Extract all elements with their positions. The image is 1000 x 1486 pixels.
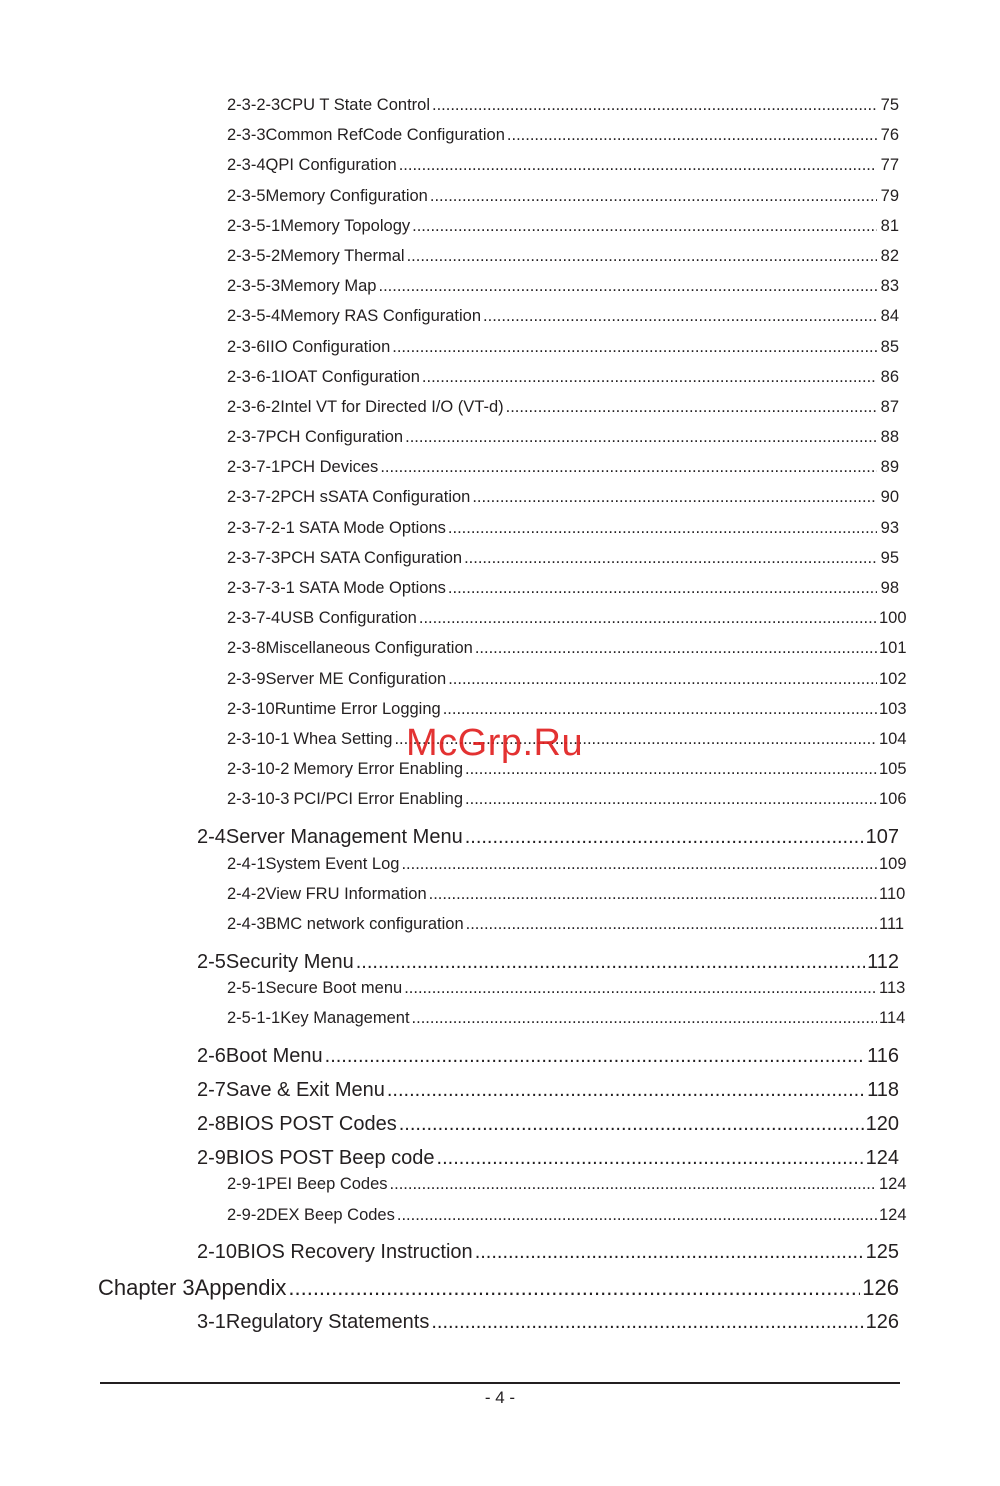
toc-entry-title: SATA Mode Options: [298, 579, 446, 597]
toc-entry-number: 2-8: [197, 1112, 226, 1135]
dot-leader: [443, 700, 877, 719]
toc-entry-title: Miscellaneous Configuration: [265, 639, 473, 658]
dot-leader: [448, 670, 877, 689]
toc-entry-number: 3-1: [197, 1311, 226, 1334]
toc-entry-page: 126: [865, 1311, 899, 1334]
toc-entry-number: 2-4-1: [227, 854, 266, 873]
toc-entry-number: 2-3-7-2: [227, 488, 281, 507]
toc-entry-number: 2-3-6: [227, 337, 266, 356]
toc-entry-title: Runtime Error Logging: [274, 699, 441, 718]
toc-entry-page: 90: [880, 488, 899, 507]
dot-leader: [483, 307, 877, 326]
toc-entry-title: Memory Error Enabling: [293, 760, 464, 779]
toc-entry-title: SATA Mode Options: [298, 518, 446, 537]
toc-entry-title: PCH Configuration: [265, 428, 404, 447]
toc-entry-number: 2-3-6-1: [227, 367, 281, 386]
dot-leader: [448, 579, 877, 598]
dot-leader: [399, 1113, 864, 1136]
dot-leader: [430, 187, 877, 206]
toc-entry[interactable]: [0, 979, 906, 1009]
toc-entry-number: 2-3-10-1: [227, 729, 290, 748]
toc-entry-number: 2-9: [197, 1146, 226, 1169]
toc-entry-number: 2-3-3: [227, 126, 266, 145]
dot-leader: [466, 915, 877, 934]
toc-entry[interactable]: [0, 247, 899, 277]
toc-entry-title: Appendix: [194, 1274, 287, 1300]
toc-entry[interactable]: [0, 1009, 906, 1039]
toc-entry-page: 110: [879, 884, 906, 903]
toc-entry-number: 2-3-7-1: [227, 458, 281, 477]
toc-entry-title: QPI Configuration: [265, 156, 397, 175]
toc-entry-page: 83: [880, 277, 899, 296]
toc-entry[interactable]: [0, 790, 907, 820]
dot-leader: [472, 488, 877, 507]
table-of-contents: [0, 96, 1000, 1340]
toc-entry[interactable]: [0, 519, 899, 549]
dot-leader: [429, 885, 877, 904]
toc-entry-title: PCH Devices: [280, 458, 379, 477]
toc-entry[interactable]: [0, 549, 899, 579]
toc-entry-page: 95: [880, 548, 899, 567]
toc-entry-number: 2-5: [197, 950, 226, 973]
toc-entry-number: 2-3-9: [227, 669, 266, 688]
toc-entry-title: Security Menu: [225, 950, 354, 973]
toc-entry-page: 105: [879, 760, 907, 779]
toc-entry-number: 2-3-5-4: [227, 307, 281, 326]
toc-entry-title: Save & Exit Menu: [225, 1078, 385, 1101]
dot-leader: [507, 126, 877, 145]
toc-entry-title: Whea Setting: [293, 729, 393, 748]
toc-entry-number: 2-5-1: [227, 979, 266, 998]
toc-entry-title: CPU T State Control: [280, 96, 430, 114]
toc-entry-title: BMC network configuration: [265, 914, 464, 933]
toc-entry[interactable]: [0, 126, 899, 156]
toc-entry-number: 2-3-8: [227, 639, 266, 658]
watermark-logo: McGrp.Ru: [406, 722, 584, 764]
toc-entry[interactable]: [0, 1175, 907, 1205]
toc-entry-number: 2-6: [197, 1044, 226, 1067]
toc-entry-number: 2-3-10-3: [227, 790, 290, 809]
toc-entry-number: 2-3-5-3: [227, 277, 281, 296]
toc-entry-title: BIOS POST Beep code: [225, 1146, 435, 1169]
toc-entry-number: 2-9-2: [227, 1205, 266, 1224]
toc-entry-title: View FRU Information: [265, 884, 427, 903]
toc-entry-number: 2-3-10: [227, 699, 275, 718]
toc-entry-page: 107: [865, 826, 899, 848]
toc-entry[interactable]: [0, 884, 906, 915]
dot-leader: [419, 609, 877, 628]
toc-entry[interactable]: [0, 1205, 907, 1236]
toc-entry-page: 98: [880, 579, 899, 597]
dot-leader: [325, 1045, 865, 1068]
toc-entry-page: 75: [880, 96, 899, 114]
toc-entry-number: 2-3-7: [227, 428, 266, 447]
toc-entry-page: 102: [879, 669, 907, 688]
dot-leader: [412, 217, 877, 236]
toc-entry-page: 89: [880, 458, 899, 477]
toc-entry-number: 2-9-1: [227, 1175, 266, 1194]
toc-entry[interactable]: [0, 1073, 899, 1107]
toc-entry-page: 101: [879, 639, 907, 658]
toc-entry[interactable]: [0, 1107, 899, 1141]
toc-entry-title: DEX Beep Codes: [265, 1205, 395, 1224]
dot-leader: [356, 951, 865, 974]
toc-entry[interactable]: [0, 821, 899, 855]
toc-entry-page: 85: [880, 337, 899, 356]
toc-entry[interactable]: [0, 1141, 899, 1175]
toc-entry-page: 106: [879, 790, 907, 809]
toc-entry-number: 2-3-2-3: [227, 96, 281, 114]
toc-entry-title: PEI Beep Codes: [265, 1175, 388, 1194]
toc-entry[interactable]: [0, 156, 899, 186]
dot-leader: [378, 277, 877, 296]
dot-leader: [475, 1241, 864, 1264]
toc-entry-number: 2-4: [197, 826, 226, 848]
toc-entry-number: 2-3-7-3: [227, 548, 281, 567]
dot-leader: [465, 790, 877, 809]
toc-entry-title: Memory Thermal: [280, 246, 405, 265]
toc-entry[interactable]: [0, 488, 899, 518]
toc-entry-page: 125: [865, 1241, 899, 1264]
toc-entry-page: 100: [879, 609, 907, 628]
toc-entry-number: 2-3-5: [227, 186, 266, 205]
toc-entry[interactable]: [0, 914, 905, 945]
toc-entry-number: 2-3-7-4: [227, 609, 281, 628]
toc-entry[interactable]: [0, 458, 899, 488]
toc-entry-number: 2-3-5-2: [227, 246, 281, 265]
toc-entry-number: 2-7: [197, 1078, 226, 1101]
toc-entry[interactable]: [0, 338, 899, 368]
toc-entry-page: 84: [880, 307, 899, 326]
toc-entry-page: 82: [880, 246, 899, 265]
dot-leader: [399, 156, 877, 175]
dot-leader: [475, 639, 877, 658]
dot-leader: [422, 368, 877, 387]
toc-entry-number: 2-3-6-2: [227, 397, 281, 416]
dot-leader: [412, 1009, 877, 1028]
toc-entry-number: 2-3-7-2-1: [227, 518, 295, 537]
toc-entry-title: Key Management: [280, 1009, 410, 1028]
toc-entry-page: 112: [867, 950, 899, 973]
toc-entry-title: Memory Configuration: [265, 186, 428, 205]
toc-entry-title: System Event Log: [265, 854, 400, 873]
toc-entry[interactable]: [0, 398, 899, 428]
toc-entry-page: 81: [880, 216, 899, 235]
toc-entry-page: 109: [879, 854, 907, 873]
dot-leader: [405, 428, 877, 447]
page-number: - 4 -: [484, 1388, 516, 1407]
dot-leader: [392, 338, 877, 357]
dot-leader: [288, 1275, 860, 1301]
toc-entry[interactable]: [0, 854, 907, 885]
dot-leader: [464, 549, 877, 568]
toc-entry-page: 77: [880, 156, 899, 175]
toc-entry-page: 120: [865, 1112, 899, 1135]
toc-entry-title: Intel VT for Directed I/O (VT-d): [280, 397, 504, 416]
toc-entry-title: Common RefCode Configuration: [265, 126, 505, 145]
dot-leader: [448, 519, 877, 538]
toc-entry-title: PCH SATA Configuration: [280, 548, 463, 567]
dot-leader: [387, 1079, 865, 1102]
toc-entry-title: PCH sSATA Configuration: [280, 488, 471, 507]
toc-entry[interactable]: [0, 639, 907, 669]
toc-entry-title: Secure Boot menu: [265, 979, 403, 998]
toc-entry-page: 114: [879, 1009, 906, 1028]
toc-entry-page: 116: [867, 1044, 899, 1067]
toc-entry-number: 2-3-10-2: [227, 760, 290, 779]
dot-leader: [431, 1311, 863, 1334]
toc-entry-page: 103: [879, 699, 907, 718]
toc-entry-number: Chapter 3: [98, 1274, 195, 1300]
toc-entry-title: Server ME Configuration: [265, 669, 447, 688]
toc-entry-title: Regulatory Statements: [225, 1311, 430, 1334]
toc-entry-page: 87: [880, 397, 899, 416]
toc-entry[interactable]: [0, 579, 899, 609]
toc-entry-page: 111: [879, 914, 905, 933]
dot-leader: [404, 979, 877, 998]
toc-entry-number: 2-3-5-1: [227, 216, 281, 235]
toc-entry[interactable]: [0, 217, 899, 247]
toc-entry[interactable]: [0, 96, 899, 126]
toc-entry[interactable]: [0, 945, 899, 979]
toc-entry-page: 113: [879, 979, 906, 998]
toc-entry-title: Memory Map: [280, 277, 377, 296]
toc-entry-page: 76: [880, 126, 899, 145]
toc-entry-title: BIOS POST Codes: [225, 1112, 397, 1135]
dot-leader: [506, 398, 877, 417]
toc-entry[interactable]: [0, 1270, 899, 1306]
toc-entry-title: Memory Topology: [280, 216, 411, 235]
toc-entry[interactable]: [0, 428, 899, 458]
toc-entry-page: 104: [879, 729, 907, 748]
dot-leader: [401, 855, 877, 874]
toc-entry-number: 2-3-7-3-1: [227, 579, 295, 597]
toc-entry-number: 2-5-1-1: [227, 1009, 281, 1028]
toc-entry-title: Boot Menu: [225, 1044, 323, 1067]
dot-leader: [432, 96, 877, 115]
toc-entry-page: 124: [865, 1146, 899, 1169]
dot-leader: [390, 1175, 877, 1194]
toc-entry[interactable]: [0, 368, 899, 398]
toc-entry-title: USB Configuration: [280, 609, 417, 628]
toc-entry[interactable]: [0, 187, 899, 217]
toc-entry-page: 86: [880, 367, 899, 386]
toc-entry-title: Server Management Menu: [225, 826, 463, 848]
toc-entry-page: 126: [862, 1274, 899, 1300]
dot-leader: [380, 458, 877, 477]
dot-leader: [465, 826, 864, 849]
toc-entry-page: 124: [879, 1205, 907, 1224]
toc-entry-number: 2-10: [197, 1241, 238, 1264]
toc-entry-title: BIOS Recovery Instruction: [237, 1241, 473, 1264]
toc-entry[interactable]: [0, 307, 899, 337]
toc-entry[interactable]: [0, 669, 907, 700]
toc-entry-title: PCI/PCI Error Enabling: [293, 790, 464, 809]
dot-leader: [437, 1147, 864, 1170]
toc-entry-page: 118: [867, 1078, 899, 1101]
toc-entry-page: 124: [879, 1175, 907, 1194]
toc-entry-number: 2-4-3: [227, 914, 266, 933]
toc-entry-number: 2-3-4: [227, 156, 266, 175]
toc-entry[interactable]: [0, 1039, 899, 1073]
toc-entry[interactable]: [0, 1236, 899, 1270]
toc-entry-page: 79: [880, 186, 899, 205]
toc-entry-page: 93: [880, 518, 899, 537]
footer-divider: [100, 1382, 900, 1384]
toc-entry-page: 88: [880, 428, 899, 447]
dot-leader: [407, 247, 877, 266]
toc-entry-title: IIO Configuration: [265, 337, 391, 356]
toc-entry-number: 2-4-2: [227, 884, 266, 903]
toc-entry[interactable]: [0, 609, 907, 639]
dot-leader: [397, 1206, 877, 1225]
toc-entry[interactable]: [0, 277, 899, 307]
toc-entry-title: IOAT Configuration: [280, 367, 420, 386]
toc-entry[interactable]: [0, 1306, 899, 1340]
toc-entry-title: Memory RAS Configuration: [280, 307, 482, 326]
